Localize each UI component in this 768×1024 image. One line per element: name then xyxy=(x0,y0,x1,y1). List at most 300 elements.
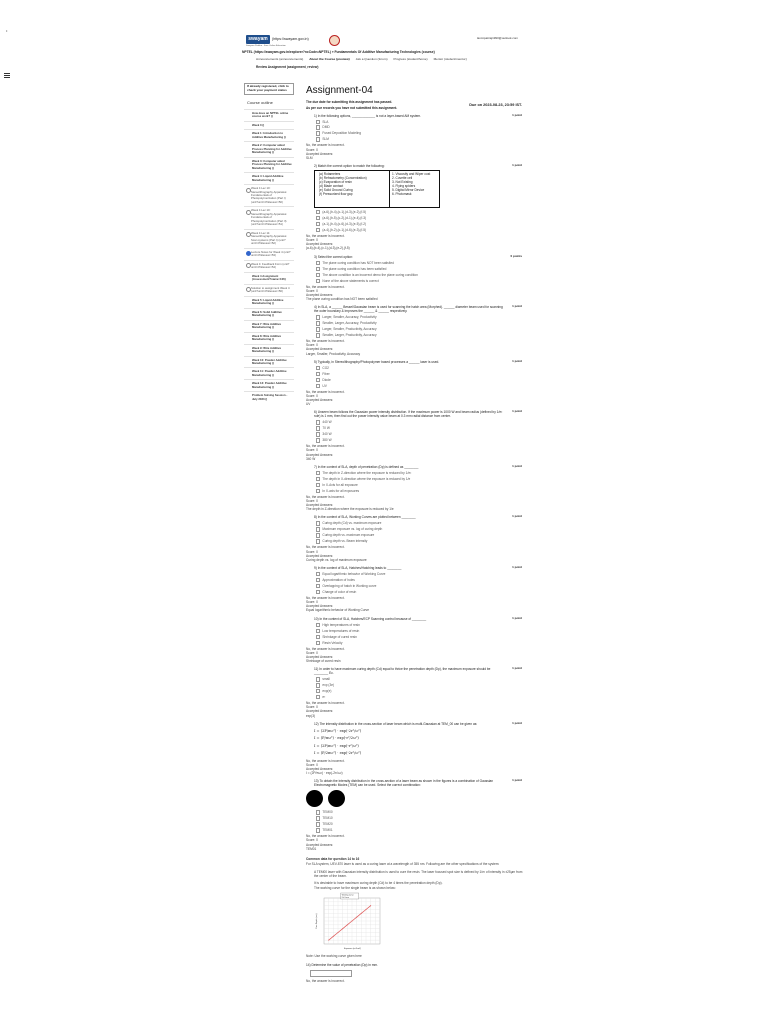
question-block xyxy=(306,360,524,407)
feedback-line: The plane curing condition has NOT been satisfied xyxy=(306,297,378,302)
question-number: 7) xyxy=(314,464,317,469)
options-dot-icon[interactable]: • xyxy=(6,28,8,33)
data-point xyxy=(342,928,343,929)
answer-option[interactable]: Resin Velocity xyxy=(316,641,524,645)
feedback-line: SLM xyxy=(306,155,313,160)
nav-link[interactable]: Announcements (announcements) xyxy=(256,57,304,61)
answer-feedback xyxy=(306,834,524,851)
answer-option[interactable]: None of the above statements is correct xyxy=(316,279,524,283)
common-data-section xyxy=(306,857,524,983)
feedback-line: No, the answer is incorrect. xyxy=(306,595,345,600)
answer-option[interactable]: SLA xyxy=(316,120,524,124)
answer-option[interactable]: Change of color of resin xyxy=(316,590,524,594)
options-list xyxy=(316,623,524,645)
question-text xyxy=(306,515,524,519)
answer-option[interactable]: Fiber xyxy=(316,372,524,376)
match-left-item: (b) Refractometry (Concentration) xyxy=(319,176,367,181)
answer-option[interactable]: Maximum exposure vs. log of curing depth xyxy=(316,527,524,531)
question-body: In the context of SLA, Working Curves are plotted between ________ xyxy=(317,515,416,520)
answer-option[interactable]: (a-1),(b-4),(c-6),(d-3),(e-5),(f-2) xyxy=(316,222,524,226)
beam-profile-figure xyxy=(306,790,524,808)
answer-option[interactable]: TEM01 xyxy=(316,828,524,832)
feedback-line: Score: 0 xyxy=(306,448,318,453)
sidebar-item-label: How does an NPTEL online course work? () xyxy=(252,110,289,119)
formula-option: I = (2P/πω²) · exp(-2r²/ω²) xyxy=(314,728,362,733)
match-table xyxy=(314,170,440,208)
question-points: 1 point xyxy=(512,112,522,117)
breadcrumb[interactable]: NPTEL (https://swayam.gov.in/explorer?ncCode=NPTEL) » Fundamentals Of Additive Manufacturing Technologies (course) xyxy=(242,50,435,54)
question-block xyxy=(306,410,524,461)
feedback-line: No, the answer is incorrect. xyxy=(306,234,345,238)
course-outline-list xyxy=(244,109,294,404)
nav-link[interactable]: Mentor (student/mentor) xyxy=(433,57,467,61)
government-seal-icon xyxy=(329,35,340,46)
sidebar-item[interactable] xyxy=(244,141,294,156)
feedback-line: No, the answer is incorrect. xyxy=(306,545,345,550)
feedback-line: Accepted Answers: xyxy=(306,654,334,659)
swayam-logo[interactable] xyxy=(246,35,309,49)
feedback-line: Score: 0 xyxy=(306,498,318,503)
data-point xyxy=(328,939,329,940)
question-points: 1 point xyxy=(512,666,522,671)
sidebar-item-label: Week 10: Powder Additive Manufacturing () xyxy=(252,357,287,365)
feedback-line: Score: 0 xyxy=(306,549,318,554)
answer-feedback xyxy=(306,143,524,160)
sub-breadcrumb[interactable]: Review Assignment (assignment_review) xyxy=(256,65,319,69)
feedback-line: Accepted Answers: xyxy=(306,766,334,771)
sidebar-item-label: Week 7: Wire Additive Manufacturing () xyxy=(252,321,282,330)
sidebar-item[interactable] xyxy=(244,332,294,344)
page-header xyxy=(240,33,522,73)
beam-spot-right xyxy=(328,790,345,807)
assignment-main xyxy=(306,85,524,1024)
sidebar-item[interactable] xyxy=(244,260,294,272)
options-list xyxy=(316,677,524,699)
answer-option[interactable]: Shrinkage of cured resin xyxy=(316,635,524,639)
question-text xyxy=(306,360,524,364)
feedback-line: Accepted Answers: xyxy=(306,553,334,558)
formula-option: I = (2P/πω²) · exp(-r²/ω²) xyxy=(314,743,359,748)
question-body: Match the correct option to match the following: xyxy=(317,164,385,169)
data-point xyxy=(347,924,348,925)
feedback-line: Accepted Answers: xyxy=(306,242,334,247)
question-text xyxy=(306,255,524,259)
match-right-item: 5. Digital Mirror Device xyxy=(392,188,425,193)
match-left-item: (d) Blade contact xyxy=(319,184,344,189)
question-block xyxy=(306,164,524,251)
question-body: Unseen beam follows the Gaussian power intensity distribution. If the maximum power is 1000 W and beam radius (defined by 1/e² rule) is 1 mm, then find out the power intensity value beam at 0.3 mm radial distance from center. xyxy=(314,410,503,419)
question-text xyxy=(306,114,524,118)
answer-feedback xyxy=(306,285,524,302)
options-list xyxy=(316,261,524,283)
question-points: 1 point xyxy=(512,358,522,363)
data-point xyxy=(352,920,353,921)
question-number: 10) xyxy=(314,616,319,621)
feedback-line: Score: 0 xyxy=(306,288,318,293)
feedback-line: No, the answer is incorrect. xyxy=(306,444,345,449)
feedback-line: No, the answer is incorrect. xyxy=(306,143,345,148)
question-number: 11) xyxy=(314,667,319,672)
feedback-line: No, the answer is incorrect. xyxy=(306,494,345,499)
feedback-line: Score: 0 xyxy=(306,600,318,605)
sidebar-item[interactable] xyxy=(244,320,294,332)
match-right-column xyxy=(392,172,430,196)
question-points: 1 point xyxy=(512,720,522,725)
answer-option[interactable]: In X-Axis for all exposure xyxy=(316,483,524,487)
common-data-text: A TEM00 laser with Gaussian intensity distribution is used to cure the resin. The laser focused spot size is defined by 1/e² of intensity in ±25μm from the center of the beam. xyxy=(314,869,523,878)
question-number: 1) xyxy=(314,113,317,118)
match-divider xyxy=(389,171,390,207)
question-body: In the context of SLA, Hatches/ECP Scanning control because of ________ xyxy=(319,616,427,621)
data-point xyxy=(370,905,371,906)
sidebar-item[interactable] xyxy=(244,367,294,379)
question-number: 2) xyxy=(314,164,317,169)
due-date-passed-note: The due date for submitting this assignment has passed. xyxy=(306,99,393,104)
feedback-line: No, the answer is incorrect. xyxy=(306,389,345,394)
feedback-line: Shrinkage of cured resin xyxy=(306,658,341,663)
question-text xyxy=(306,410,524,418)
question-text xyxy=(306,779,524,787)
question-block xyxy=(306,617,524,664)
sidebar-item[interactable] xyxy=(244,379,294,391)
question-body: In the following options, _____________ is not a layer-based AM system. xyxy=(317,113,422,118)
question-number: 9) xyxy=(314,566,317,570)
sidebar-item[interactable] xyxy=(244,391,294,403)
question-points: 0 points xyxy=(510,253,522,258)
feedback-line: I = (2P/πω²) · exp(-2r²/ω²) xyxy=(306,771,343,776)
sidebar-item-label: Week 4: Feedback Form (unit?unit=47&lesson=54) xyxy=(251,261,290,270)
question-number: 8) xyxy=(314,515,317,520)
sidebar-item-label: Week 11: Powder Additive Manufacturing () xyxy=(252,369,287,377)
legend-entry: Working Curve xyxy=(341,894,354,897)
sidebar-item-label: Problem Solving Session - July 2023 () xyxy=(252,393,288,401)
data-point xyxy=(356,916,357,917)
feedback-line: TEM01 xyxy=(306,846,317,851)
common-data-heading: Common data for question 14 to 16 xyxy=(306,856,360,861)
working-curve-chart xyxy=(314,892,384,952)
data-point xyxy=(333,936,334,937)
feedback-line: 340 W xyxy=(306,456,316,461)
answer-option[interactable]: small xyxy=(316,677,524,681)
common-data-text: The working curve for the single beam is as shown below: xyxy=(314,885,396,890)
answer-option[interactable]: 380 W xyxy=(316,438,524,442)
answer-option[interactable]: exp (3e) xyxy=(316,683,524,687)
answer-option[interactable]: Smaller, Larger, Productivity, Accuracy xyxy=(316,333,524,337)
answer-option[interactable]: The plane curing condition has been satisfied xyxy=(316,267,524,271)
feedback-line: Accepted Answers: xyxy=(306,842,334,847)
question-body: Select the correct option: xyxy=(317,254,353,259)
answer-option[interactable]: Curing depth vs. Beam intensity xyxy=(316,539,524,543)
question-block xyxy=(306,114,524,161)
feedback-line: Score: 0 xyxy=(306,762,318,767)
answer-option[interactable]: (a-4),(b-2),(c-1),(d-6),(e-3),(f-5) xyxy=(316,228,524,232)
user-email-menu[interactable]: laxmipatiraj1990@outlook.com xyxy=(476,36,518,40)
answer-option[interactable]: Overlapping of hatch in Working curve xyxy=(316,584,524,588)
nav-link[interactable]: About the Course (preview) xyxy=(309,57,350,61)
answer-option[interactable]: Smaller, Larger, Accuracy, Productivity xyxy=(316,321,524,325)
answer-option[interactable]: UV xyxy=(316,384,524,388)
working-curve-svg xyxy=(314,892,384,952)
feedback-line: Accepted Answers: xyxy=(306,398,334,402)
options-list xyxy=(316,210,524,232)
feedback-line: Score: 0 xyxy=(306,343,318,348)
data-point xyxy=(366,909,367,910)
question-number: 13) xyxy=(314,779,319,784)
feedback-line: Score: 0 xyxy=(306,838,318,843)
answer-option[interactable]: SLM xyxy=(316,137,524,141)
sidebar-item-label: Week 1: Introduction to Additive Manufacturing () xyxy=(252,131,286,139)
answer-feedback xyxy=(306,759,524,776)
nav-link[interactable]: Ask a Question (forum) xyxy=(355,57,388,61)
sidebar-item-label: Week 8: Wire Additive Manufacturing () xyxy=(252,333,282,342)
answer-option[interactable]: DMD xyxy=(316,125,524,129)
question-body: To obtain the intensity distribution in the cross-section of a laser beam as shown in the figures is a combination of Gaussian Electromagnetic Modes (TEM) can be used. Select the correct combination: xyxy=(314,779,494,788)
question-body: In the context of SLA, Hatches/Hatching leads to ________ xyxy=(317,566,402,570)
x-axis-label: Exposure (mJ/cm²) xyxy=(344,947,361,950)
feedback-line: Accepted Answers: xyxy=(306,347,334,352)
question-block xyxy=(306,515,524,562)
match-right-item: 3. Not Existing xyxy=(392,180,413,185)
options-list xyxy=(316,471,524,493)
sidebar-item-label: Lecture Notes for Week 4 (unit?unit=47&lesson=53) xyxy=(251,249,291,258)
answer-option[interactable]: The above condition is an incorrect demo the plane curing condition xyxy=(316,273,524,277)
match-left-item: (c) Evaporation of resin xyxy=(319,180,352,185)
common-data-text: For SLA system, UEV-870 laser is used as a curing laser at a wavelength of 355 nm. Following are the other specifications of the system: xyxy=(306,861,500,866)
match-right-item: 4. Flying spiders xyxy=(392,184,416,189)
question-number: 4) xyxy=(314,305,317,310)
answer-option[interactable]: exp(e) xyxy=(316,689,524,693)
answer-feedback xyxy=(306,339,524,356)
sidebar-item[interactable] xyxy=(244,121,294,129)
feedback-line: No, the answer is incorrect. xyxy=(306,701,345,706)
question-block xyxy=(306,255,524,302)
sidebar-item[interactable] xyxy=(244,248,294,260)
answer-feedback xyxy=(306,596,524,613)
sidebar-item-label: Week 3: Computer aided Process Planning for Additive Manufacturing () xyxy=(252,158,292,170)
sidebar-item[interactable] xyxy=(244,206,294,228)
due-date: Due on 2023-08-23, 23:59 IST. xyxy=(469,103,522,107)
question-number: 6) xyxy=(314,410,317,415)
match-left-item: (a) Rotameters xyxy=(319,172,341,177)
answer-option[interactable]: 340 W xyxy=(316,432,524,436)
feedback-line: The depth in Z-direction where the exposure is reduced by 1/e xyxy=(306,507,394,512)
sidebar-item-label: Week 4 Assignment (Assessment?name=106) xyxy=(252,273,286,282)
sidebar-item-label: Week 12: Powder Additive Manufacturing () xyxy=(252,381,287,389)
feedback-line: Accepted Answers: xyxy=(306,452,334,457)
sidebar-item[interactable] xyxy=(244,344,294,356)
options-list xyxy=(316,420,524,442)
answer-option[interactable]: Curing depth (Cd) vs. maximum exposure xyxy=(316,521,524,525)
sidebar-item[interactable] xyxy=(244,184,294,206)
sidebar-item[interactable] xyxy=(244,356,294,368)
formula-option: I = (P/2πω²) · exp(-2r²/ω²) xyxy=(314,751,362,756)
sidebar-item-label: Solution to assignment Week 4 (unit?unit=47&lesson=56) xyxy=(251,285,290,294)
lesson-status-icon xyxy=(246,188,251,193)
options-list xyxy=(316,810,524,832)
question-body: Typically, in Stereolithography/Photopolymer based processes a ______ laser is used. xyxy=(317,359,440,364)
question-number: 3) xyxy=(314,254,317,259)
options-list xyxy=(316,572,524,594)
y-axis-label: Cure Depth (mm) xyxy=(316,913,318,929)
answer-option[interactable]: TEM10 xyxy=(316,816,524,820)
sidebar-item[interactable] xyxy=(244,284,294,296)
question-text xyxy=(306,722,524,726)
sidebar-item[interactable] xyxy=(244,172,294,184)
question-points: 1 point xyxy=(512,304,522,309)
question-points: 1 point xyxy=(512,514,522,519)
answer-option[interactable]: CO2 xyxy=(316,366,524,370)
hamburger-menu-icon[interactable] xyxy=(4,73,10,78)
feedback-line: Curing depth vs. log of maximum exposure xyxy=(306,557,367,562)
swayam-logo-mark[interactable]: swayam xyxy=(246,35,270,44)
feedback-line: Accepted Answers: xyxy=(306,709,334,714)
question-block xyxy=(306,305,524,356)
options-list xyxy=(316,315,524,337)
question-block xyxy=(306,566,524,613)
answer-option[interactable]: High temperatures of resin xyxy=(316,623,524,627)
options-list xyxy=(316,521,524,543)
answer-option[interactable]: (a-6),(b-5),(c-2),(d-1),(e-4),(f-3) xyxy=(316,216,524,220)
answer-option[interactable]: Diode xyxy=(316,378,524,382)
answer-option[interactable]: Approximation of holes xyxy=(316,578,524,582)
common-data-text: It is desirable to have maximum curing depth (Cd) to be 4 times the penetration depth (Dp). xyxy=(314,880,443,885)
sidebar-item-label: Week 2: Computer aided Process Planning for Additive Manufacturing () xyxy=(252,143,292,155)
question-text xyxy=(306,617,524,621)
sidebar-item-label: Week 4 Lec 10: Stereolithography Apparatus: Fundamentals of Photopolymerization (Part II) (unit?unit=47&lesson=51) xyxy=(251,208,288,227)
lesson-status-icon xyxy=(246,210,251,215)
payment-status-note[interactable]: If already registered, click to check your payment status xyxy=(244,83,294,95)
feedback-line: Score: 0 xyxy=(306,238,318,243)
answer-option[interactable]: Larger, Smaller, Productivity, Accuracy xyxy=(316,327,524,331)
sidebar-item[interactable] xyxy=(244,229,294,248)
question-points: 1 point xyxy=(512,778,522,783)
question-points: 1 point xyxy=(512,615,522,620)
feedback-line: No, the answer is incorrect. xyxy=(306,834,345,839)
feedback-line: No, the answer is incorrect. xyxy=(306,758,345,763)
question-points: 1 point xyxy=(512,163,522,168)
sidebar-item-label: Week 6: Solid Additive Manufacturing () xyxy=(252,309,282,318)
answer-option[interactable]: (a-6),(b-4),(c-1),(d-3),(e-2),(f-5) xyxy=(316,210,524,214)
question-block xyxy=(306,667,524,718)
match-left-item: (e) Solid Ground Curing xyxy=(319,188,353,193)
sidebar-item[interactable] xyxy=(244,109,294,121)
course-outline-sidebar xyxy=(244,83,294,423)
match-right-item: 6. Photomask xyxy=(392,192,412,197)
question-points: 1 point xyxy=(512,565,522,569)
sidebar-item[interactable] xyxy=(244,129,294,141)
beam-spot-left xyxy=(306,790,323,807)
answer-feedback xyxy=(306,545,524,562)
page-title: Assignment-04 xyxy=(306,85,373,96)
answer-input[interactable] xyxy=(310,970,352,977)
answer-option[interactable]: Larger, Smaller, Accuracy, Productivity xyxy=(316,315,524,319)
question-number: 5) xyxy=(314,359,317,364)
question-text xyxy=(306,465,524,469)
answer-option[interactable]: The depth in X-direction where the exposure is reduced by 1/e xyxy=(316,477,524,481)
answer-option[interactable]: 440 W xyxy=(316,420,524,424)
formula-option: I = (P/πω²) · exp(-r²/2ω²) xyxy=(314,736,359,741)
feedback-line: No, the answer is incorrect. xyxy=(306,339,345,344)
feedback-line: Accepted Answers: xyxy=(306,503,334,508)
sidebar-item[interactable] xyxy=(244,296,294,308)
answer-option[interactable]: In X-axis for all exposures xyxy=(316,489,524,493)
answer-option[interactable]: The plane curing condition has NOT been satisfied xyxy=(316,261,524,265)
answer-feedback xyxy=(306,701,524,718)
feedback-line: No, the answer is incorrect. xyxy=(306,646,345,651)
logo-tagline: Swayam Prabha · Free Online Education xyxy=(246,45,286,47)
answer-feedback xyxy=(306,647,524,664)
swayam-link[interactable]: (https://swayam.gov.in) xyxy=(272,37,309,41)
answer-option[interactable]: The depth in Z-direction where the exposure is reduced by 1/e² xyxy=(316,471,524,475)
question-points: 1 point xyxy=(512,409,522,414)
match-right-item: 1. Viscosity and Wiper cost xyxy=(392,172,431,177)
answer-option[interactable]: e³ xyxy=(316,695,524,699)
feedback-line: Accepted Answers: xyxy=(306,604,334,609)
sidebar-item-label: Week 4: Liquid Additive Manufacturing () xyxy=(252,174,284,182)
options-list xyxy=(316,366,524,388)
answer-feedback xyxy=(306,495,524,512)
feedback-line: Score: 0 xyxy=(306,650,318,655)
answer-feedback xyxy=(306,390,524,407)
match-left-column xyxy=(319,172,367,196)
answer-feedback xyxy=(306,234,524,251)
answer-option[interactable]: TEM00 xyxy=(316,810,524,814)
feedback-line: Larger, Smaller, Productivity, Accuracy xyxy=(306,351,361,356)
answer-option[interactable]: 70 W xyxy=(316,426,524,430)
sidebar-item-label: Week 9: Wire Additive Manufacturing () xyxy=(252,345,282,354)
feedback-line: Score: 0 xyxy=(306,147,318,152)
sidebar-item-label: Week 4 Lec 10: Stereolithography Apparatus: Fundamentals of Photopolymerization (Part I) (unit?unit=47&lesson=50) xyxy=(251,186,288,204)
sidebar-item[interactable] xyxy=(244,272,294,284)
answer-option[interactable]: TEM20 xyxy=(316,822,524,826)
feedback-line: Equal logarithmic behavior of Working Curve xyxy=(306,608,370,613)
feedback-line: Score: 0 xyxy=(306,705,318,710)
feedback-line: Score: 0 xyxy=(306,393,318,398)
answer-option[interactable]: Fused Deposition Modeling xyxy=(316,131,524,135)
sidebar-item-label: Week 5: Liquid Additive Manufacturing () xyxy=(252,297,284,306)
nav-link[interactable]: Progress (student/home) xyxy=(393,57,428,61)
answer-option[interactable]: Curing depth vs. maximum exposure xyxy=(316,533,524,537)
question-text xyxy=(306,667,524,675)
match-left-item: (f) Pressurized flow gap xyxy=(319,192,353,197)
answer-option[interactable]: Low temperatures of resin xyxy=(316,629,524,633)
question-text xyxy=(306,305,524,313)
sidebar-item[interactable] xyxy=(244,157,294,172)
course-nav xyxy=(256,58,473,62)
feedback-line: (a-6),(b-4),(c-1),(d-3),(e-2),(f-5) xyxy=(306,246,350,251)
question-body: The intensity distribution in the cross-section of laser beam which is multi-Gaussian at TEM_00 can be given as: xyxy=(319,721,478,726)
answer-option[interactable]: Equal logarithmic behavior of Working Curve xyxy=(316,572,524,576)
data-point xyxy=(338,932,339,933)
chart-note: Note: Use the working curve given here xyxy=(306,953,362,958)
question-block xyxy=(306,465,524,512)
not-submitted-note: As per our records you have not submitted this assignment. xyxy=(306,105,398,110)
answer-feedback: No, the answer is incorrect. xyxy=(306,978,345,983)
question-body: In the context of SLA, depth of penetration (Dp) is defined as ________ xyxy=(317,464,419,469)
question-body: In SLA, a ______ Bessel/Gaussian beam is used for scanning the hatch area (Morphed). ______ diameter beam used for scanning the outer boundary & improves the ______ & ______ respectively. xyxy=(314,305,503,314)
sidebar-item[interactable] xyxy=(244,308,294,320)
question-14-text: 14) Determine the value of penetration (Dp) in mm. xyxy=(306,962,378,967)
question-number: 12) xyxy=(314,721,319,726)
data-point xyxy=(361,913,362,914)
feedback-line: UV xyxy=(306,402,311,407)
feedback-line: No, the answer is incorrect. xyxy=(306,284,345,289)
match-right-item: 2. Cuvette cell xyxy=(392,176,413,181)
question-points: 1 point xyxy=(512,463,522,468)
feedback-line: exp(3) xyxy=(306,713,316,718)
question-text xyxy=(306,164,524,168)
question-list xyxy=(306,114,524,851)
